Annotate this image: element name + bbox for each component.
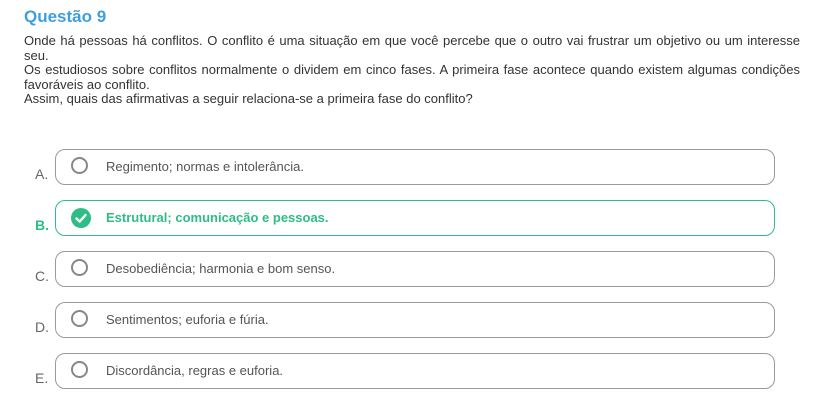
option-button[interactable] xyxy=(55,251,775,287)
option-label: Discordância, regras e euforia. xyxy=(106,363,284,378)
check-circle-icon[interactable] xyxy=(71,208,91,228)
option-label: Sentimentos; euforia e fúria. xyxy=(106,312,269,327)
radio-empty-icon[interactable] xyxy=(71,259,88,276)
option-label: Estrutural; comunicação e pessoas. xyxy=(106,210,329,225)
option-d[interactable] xyxy=(30,302,775,338)
radio-empty-icon[interactable] xyxy=(71,361,88,378)
question-title: Questão 9 xyxy=(24,7,107,26)
option-button[interactable] xyxy=(55,302,775,338)
option-label: Regimento; normas e intolerância. xyxy=(106,159,304,174)
radio-empty-icon[interactable] xyxy=(71,157,88,174)
option-a[interactable] xyxy=(30,149,775,185)
question-text xyxy=(24,34,800,107)
question-paragraph: Os estudiosos sobre conflitos normalmente o dividem em cinco fases. A primeira fase acontece quando existem algumas condições favoráveis ao conflito. xyxy=(24,62,800,92)
question-paragraph: Assim, quais das afirmativas a seguir relaciona-se a primeira fase do conflito? xyxy=(24,91,473,106)
radio-empty-icon[interactable] xyxy=(71,310,88,327)
option-letter: E. xyxy=(35,370,49,386)
option-button[interactable] xyxy=(55,353,775,389)
option-letter: C. xyxy=(35,268,49,284)
option-letter: D. xyxy=(35,319,49,335)
option-b[interactable] xyxy=(30,200,775,236)
option-button[interactable] xyxy=(55,200,775,236)
option-c[interactable] xyxy=(30,251,775,287)
option-button[interactable] xyxy=(55,149,775,185)
option-letter: B. xyxy=(35,217,49,233)
option-label: Desobediência; harmonia e bom senso. xyxy=(106,261,336,276)
option-e[interactable] xyxy=(30,353,775,389)
option-letter: A. xyxy=(35,166,49,182)
question-paragraph: Onde há pessoas há conflitos. O conflito é uma situação em que você percebe que o outro vai frustrar um objetivo ou um interesse seu. xyxy=(24,33,800,63)
